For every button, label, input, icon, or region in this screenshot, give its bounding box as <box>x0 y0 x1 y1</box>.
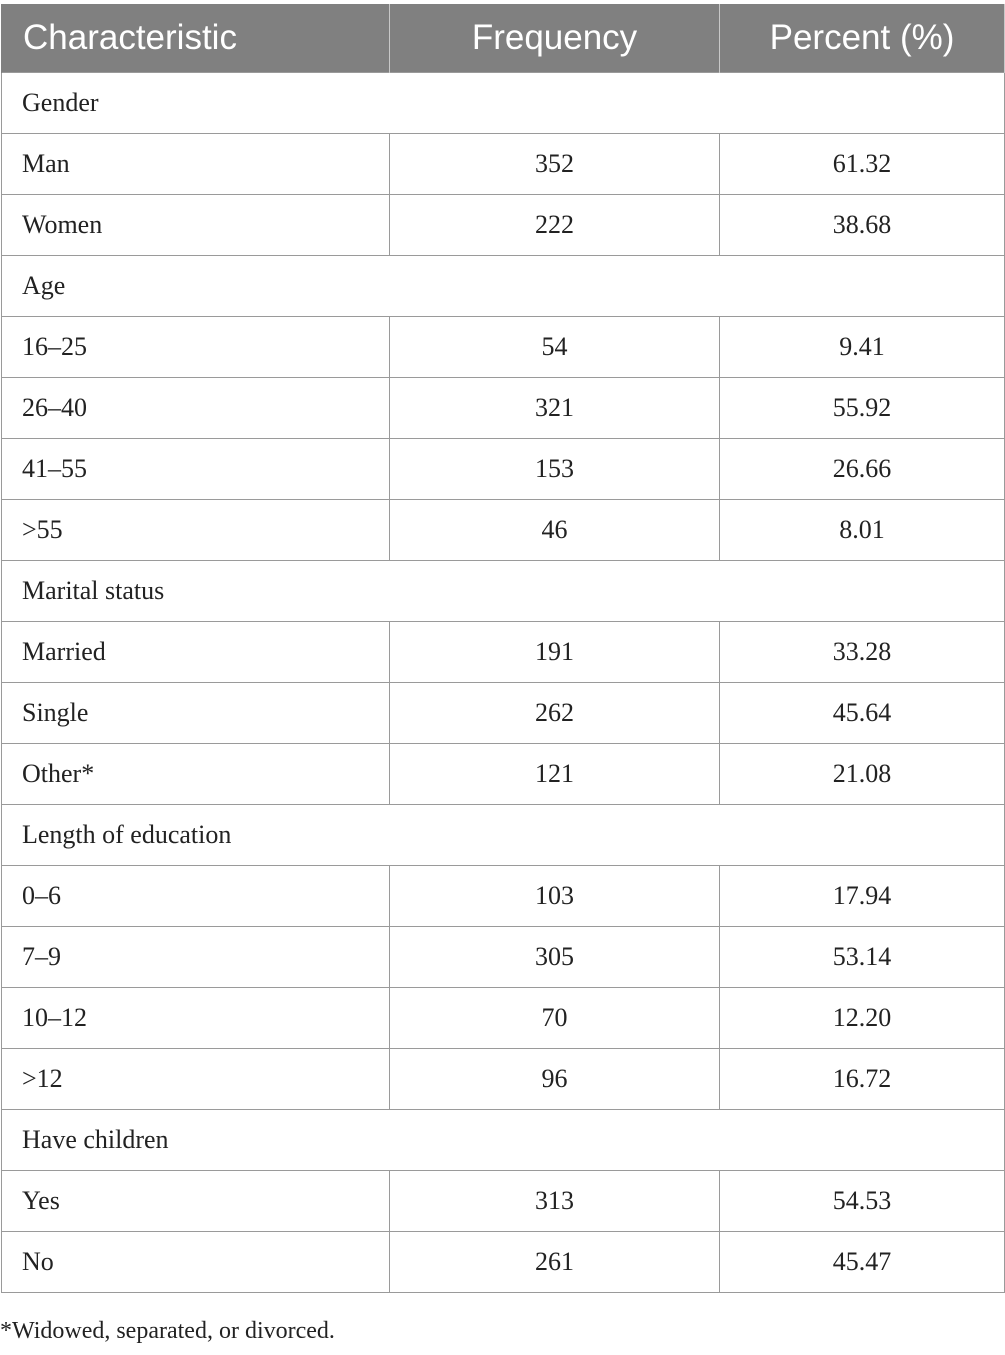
percent-cell: 45.64 <box>720 683 1005 744</box>
header-characteristic: Characteristic <box>2 4 390 73</box>
frequency-cell: 46 <box>390 500 720 561</box>
section-label: Gender <box>2 73 1005 134</box>
percent-cell: 38.68 <box>720 195 1005 256</box>
characteristic-cell: 10–12 <box>2 988 390 1049</box>
demographics-table <box>1 4 1005 1293</box>
characteristic-cell: 7–9 <box>2 927 390 988</box>
table-row <box>2 134 1005 195</box>
percent-cell: 53.14 <box>720 927 1005 988</box>
characteristic-cell: Man <box>2 134 390 195</box>
section-row <box>2 73 1005 134</box>
frequency-cell: 305 <box>390 927 720 988</box>
frequency-cell: 153 <box>390 439 720 500</box>
percent-cell: 54.53 <box>720 1171 1005 1232</box>
frequency-cell: 54 <box>390 317 720 378</box>
characteristic-cell: 26–40 <box>2 378 390 439</box>
table-row <box>2 1232 1005 1293</box>
characteristic-cell: Yes <box>2 1171 390 1232</box>
frequency-cell: 321 <box>390 378 720 439</box>
characteristic-cell: Other* <box>2 744 390 805</box>
characteristic-cell: >55 <box>2 500 390 561</box>
characteristic-cell: 0–6 <box>2 866 390 927</box>
demographics-table-container <box>1 4 1004 1293</box>
table-row <box>2 317 1005 378</box>
frequency-cell: 70 <box>390 988 720 1049</box>
table-row <box>2 683 1005 744</box>
characteristic-cell: Women <box>2 195 390 256</box>
table-header <box>2 4 1005 73</box>
characteristic-cell: Single <box>2 683 390 744</box>
frequency-cell: 191 <box>390 622 720 683</box>
header-row <box>2 4 1005 73</box>
characteristic-cell: 41–55 <box>2 439 390 500</box>
section-row <box>2 256 1005 317</box>
section-row <box>2 561 1005 622</box>
table-row <box>2 439 1005 500</box>
percent-cell: 55.92 <box>720 378 1005 439</box>
section-row <box>2 1110 1005 1171</box>
table-row <box>2 988 1005 1049</box>
frequency-cell: 261 <box>390 1232 720 1293</box>
percent-cell: 61.32 <box>720 134 1005 195</box>
table-body <box>2 73 1005 1293</box>
table-row <box>2 622 1005 683</box>
characteristic-cell: 16–25 <box>2 317 390 378</box>
frequency-cell: 222 <box>390 195 720 256</box>
table-row <box>2 378 1005 439</box>
frequency-cell: 96 <box>390 1049 720 1110</box>
header-percent: Percent (%) <box>720 4 1005 73</box>
header-frequency: Frequency <box>390 4 720 73</box>
percent-cell: 26.66 <box>720 439 1005 500</box>
percent-cell: 8.01 <box>720 500 1005 561</box>
frequency-cell: 103 <box>390 866 720 927</box>
table-row <box>2 500 1005 561</box>
frequency-cell: 352 <box>390 134 720 195</box>
characteristic-cell: No <box>2 1232 390 1293</box>
section-label: Age <box>2 256 1005 317</box>
table-row <box>2 195 1005 256</box>
percent-cell: 45.47 <box>720 1232 1005 1293</box>
section-label: Have children <box>2 1110 1005 1171</box>
table-row <box>2 927 1005 988</box>
section-row <box>2 805 1005 866</box>
table-footnote: *Widowed, separated, or divorced. <box>0 1318 335 1344</box>
table-row <box>2 1049 1005 1110</box>
characteristic-cell: Married <box>2 622 390 683</box>
percent-cell: 33.28 <box>720 622 1005 683</box>
table-row <box>2 866 1005 927</box>
table-row <box>2 744 1005 805</box>
frequency-cell: 262 <box>390 683 720 744</box>
percent-cell: 17.94 <box>720 866 1005 927</box>
frequency-cell: 121 <box>390 744 720 805</box>
percent-cell: 21.08 <box>720 744 1005 805</box>
section-label: Marital status <box>2 561 1005 622</box>
percent-cell: 12.20 <box>720 988 1005 1049</box>
frequency-cell: 313 <box>390 1171 720 1232</box>
section-label: Length of education <box>2 805 1005 866</box>
percent-cell: 16.72 <box>720 1049 1005 1110</box>
characteristic-cell: >12 <box>2 1049 390 1110</box>
table-row <box>2 1171 1005 1232</box>
percent-cell: 9.41 <box>720 317 1005 378</box>
